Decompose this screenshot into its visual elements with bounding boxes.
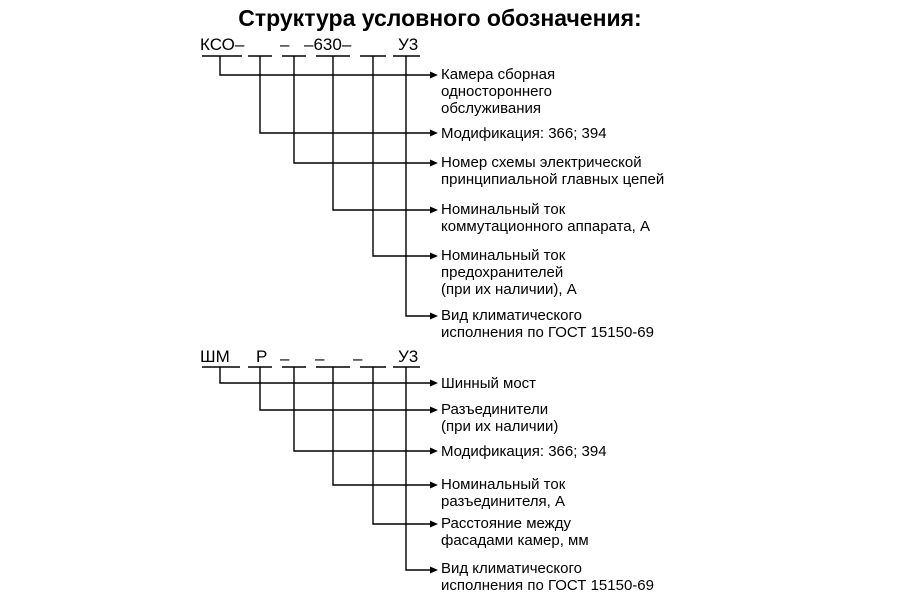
shm-block [200, 347, 654, 594]
shm-leader-6 [406, 367, 432, 570]
shm-code-disconnector: Р [256, 347, 268, 366]
kso-descriptions [441, 66, 664, 341]
shm-arrow-5 [430, 521, 438, 528]
shm-leader-3 [294, 367, 432, 451]
shm-desc-1: Шинный мост [441, 375, 537, 392]
shm-leader-4 [333, 367, 432, 485]
kso-code-climate: У3 [398, 35, 419, 54]
shm-arrow-3 [430, 448, 438, 455]
kso-arrow-6 [430, 313, 438, 320]
shm-code-dash-2: – [315, 349, 325, 368]
shm-leader-5 [373, 367, 432, 524]
kso-arrow-5 [430, 253, 438, 260]
kso-leader-1 [220, 56, 432, 75]
kso-desc-5: Номинальный ток предохранителей (при их наличии), А [441, 247, 577, 298]
kso-desc-4: Номинальный ток коммутационного аппарата, А [441, 201, 650, 235]
kso-code-current: –630– [304, 35, 352, 54]
diagram-title: Структура условного обозначения: [238, 5, 642, 31]
shm-leader-lines [220, 367, 438, 574]
kso-arrow-4 [430, 207, 438, 214]
kso-arrow-2 [430, 130, 438, 137]
kso-block [200, 35, 664, 341]
shm-desc-3: Модификация: 366; 394 [441, 443, 607, 460]
shm-desc-2: Разъединители (при их наличии) [441, 401, 559, 435]
kso-desc-6: Вид климатического исполнения по ГОСТ 15150-69 [441, 307, 654, 341]
shm-code-climate: У3 [398, 347, 419, 366]
kso-leader-5 [373, 56, 432, 256]
kso-desc-2: Модификация: 366; 394 [441, 125, 607, 142]
shm-descriptions [441, 375, 654, 594]
kso-desc-3: Номер схемы электрической принципиальной главных цепей [441, 154, 665, 188]
shm-leader-1 [220, 367, 432, 383]
shm-arrow-2 [430, 407, 438, 414]
shm-arrow-4 [430, 482, 438, 489]
shm-code-dash-1: – [280, 349, 290, 368]
shm-arrow-6 [430, 567, 438, 574]
shm-code-dash-3: – [353, 349, 363, 368]
shm-desc-4: Номинальный ток разъединителя, А [441, 476, 566, 510]
shm-desc-5: Расстояние между фасадами камер, мм [441, 515, 589, 549]
shm-arrow-1 [430, 380, 438, 387]
shm-code-prefix: ШМ [200, 347, 230, 366]
kso-desc-1: Камера сборная одностороннего обслуживания [441, 66, 556, 117]
kso-code-dash: – [280, 35, 290, 54]
kso-arrow-1 [430, 72, 438, 79]
shm-desc-6: Вид климатического исполнения по ГОСТ 15150-69 [441, 560, 654, 594]
kso-code-prefix: КСО– [200, 35, 245, 54]
kso-leader-3 [294, 56, 432, 163]
kso-leader-lines [220, 56, 438, 320]
kso-arrow-3 [430, 160, 438, 167]
kso-leader-6 [406, 56, 432, 316]
